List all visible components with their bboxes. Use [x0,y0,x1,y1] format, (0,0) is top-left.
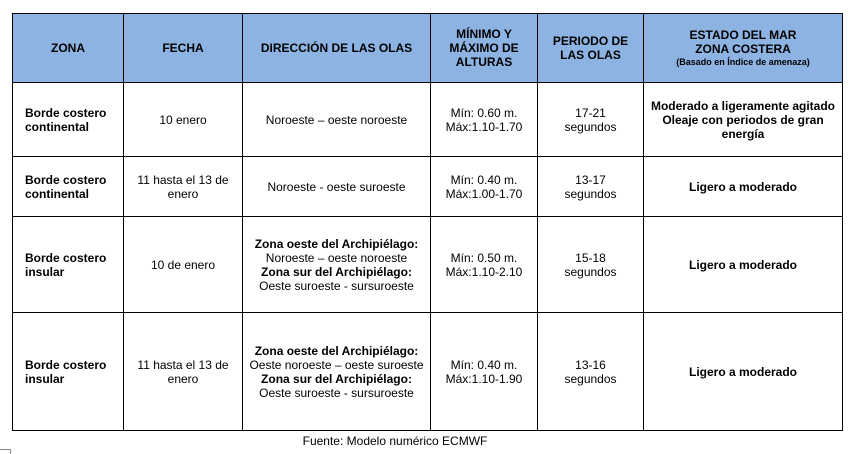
header-zona: ZONA [13,14,124,83]
fecha-cell: 11 hasta el 13 de enero [124,157,243,217]
estado-cell: Ligero a moderado [644,157,843,217]
fecha-cell: 11 hasta el 13 de enero [124,313,243,431]
direccion-cell: Zona oeste del Archipiélago: Oeste noroeste – oeste suroeste Zona sur del Archipiélago: Oeste suroeste - sursuroeste [243,313,431,431]
fecha-cell: 10 enero [124,83,243,157]
header-alturas: MÍNIMO Y MÁXIMO DE ALTURAS [431,14,538,83]
alturas-cell: Mín: 0.50 m. Máx:1.10-2.10 [431,217,538,313]
table-row [13,157,843,217]
source-caption: Fuente: Modelo numérico ECMWF [302,434,488,448]
page-corner-mark [0,449,11,454]
wave-forecast-table [12,13,843,431]
header-periodo: PERIODO DE LAS OLAS [538,14,644,83]
alturas-cell: Mín: 0.60 m. Máx:1.10-1.70 [431,83,538,157]
alturas-cell: Mín: 0.40 m. Máx:1.10-1.90 [431,313,538,431]
direccion-cell: Zona oeste del Archipiélago: Noroeste – oeste noroeste Zona sur del Archipiélago: Oeste suroeste - sursuroeste [243,217,431,313]
zona-cell: Borde costero continental [13,83,124,157]
direccion-cell: Noroeste - oeste suroeste [243,157,431,217]
zona-cell: Borde costero insular [13,217,124,313]
table-row [13,217,843,313]
estado-cell: Moderado a ligeramente agitado Oleaje con periodos de gran energía [644,83,843,157]
header-direccion: DIRECCIÓN DE LAS OLAS [243,14,431,83]
table-row [13,313,843,431]
alturas-cell: Mín: 0.40 m. Máx:1.00-1.70 [431,157,538,217]
zona-cell: Borde costero continental [13,157,124,217]
periodo-cell: 15-18 segundos [538,217,644,313]
fecha-cell: 10 de enero [124,217,243,313]
periodo-cell: 13-17 segundos [538,157,644,217]
estado-cell: Ligero a moderado [644,313,843,431]
zona-cell: Borde costero insular [13,313,124,431]
estado-cell: Ligero a moderado [644,217,843,313]
table-row [13,83,843,157]
periodo-cell: 17-21 segundos [538,83,644,157]
header-row [13,14,843,83]
direccion-cell: Noroeste – oeste noroeste [243,83,431,157]
header-estado: ESTADO DEL MAR ZONA COSTERA (Basado en Índice de amenaza) [644,14,843,83]
periodo-cell: 13-16 segundos [538,313,644,431]
header-fecha: FECHA [124,14,243,83]
